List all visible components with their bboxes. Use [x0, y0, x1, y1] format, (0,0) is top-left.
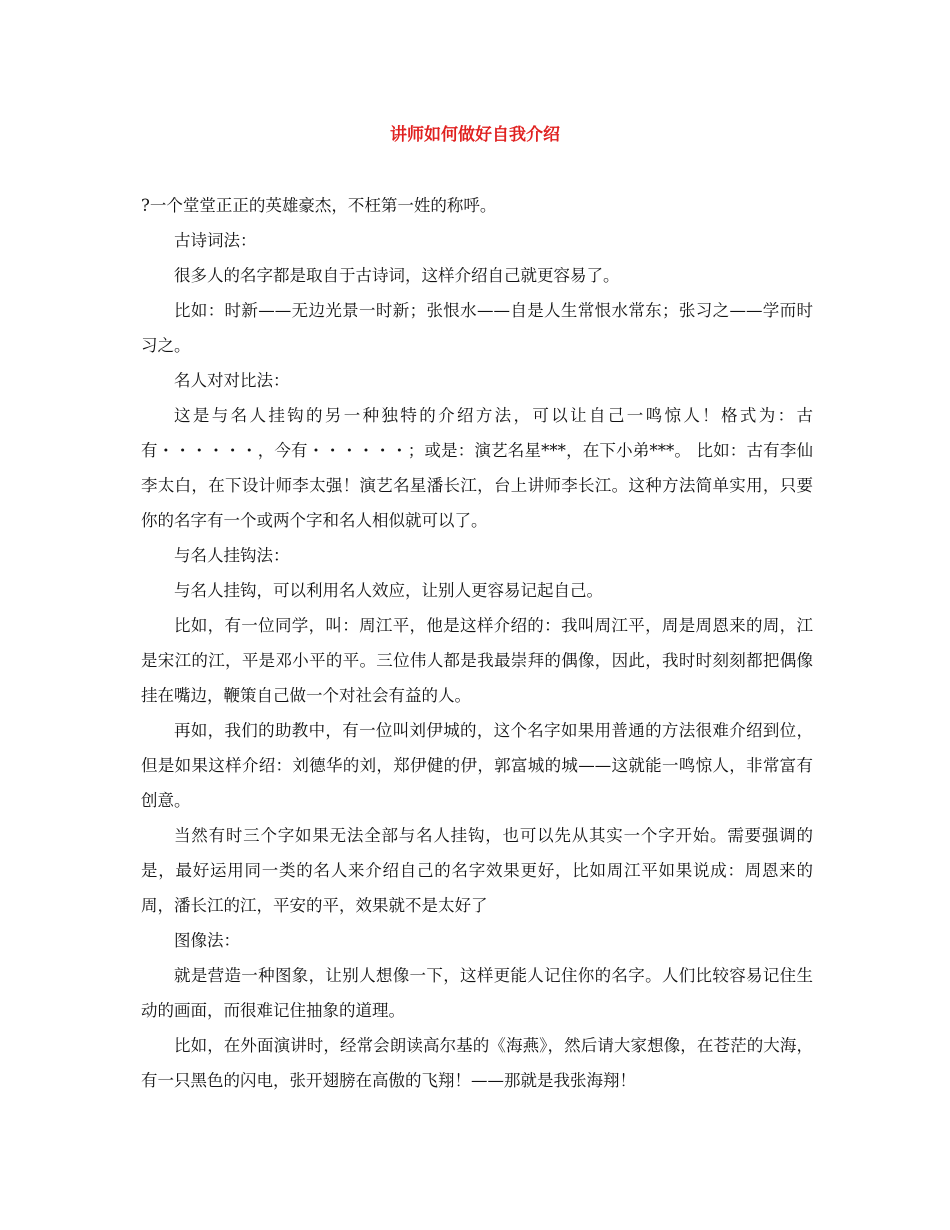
paragraph: 很多人的名字都是取自于古诗词，这样介绍自己就更容易了。 — [174, 266, 620, 285]
section-heading: 古诗词法： — [174, 231, 257, 250]
paragraph: ?一个堂堂正正的英雄豪杰，不枉第一姓的称呼。 — [141, 196, 497, 215]
paragraph: 与名人挂钩，可以利用名人效应，让别人更容易记起自己。 — [174, 581, 603, 600]
paragraph: 当然有时三个字如果无法全部与名人挂钩，也可以先从其实一个字开始。需要强调的是，最好运用同一类的名人来介绍自己的名字效果更好，比如周江平如果说成：周恩来的周，潘长江的江，平安的平，效果就不是太好了 — [141, 826, 813, 915]
section-heading: 名人对对比法： — [174, 371, 290, 390]
document-title: 讲师如何做好自我介绍 — [390, 125, 560, 145]
section-heading: 图像法： — [174, 931, 240, 950]
paragraph: 比如：时新——无边光景一时新；张恨水——自是人生常恨水常东；张习之——学而时习之。 — [141, 301, 813, 355]
document-body — [141, 188, 813, 1098]
paragraph: 就是营造一种图象，让别人想像一下，这样更能人记住你的名字。人们比较容易记住生动的画面，而很难记住抽象的道理。 — [141, 966, 813, 1020]
paragraph: 再如，我们的助教中，有一位叫刘伊城的，这个名字如果用普通的方法很难介绍到位，但是如果这样介绍：刘德华的刘，郑伊健的伊，郭富城的城——这就能一鸣惊人，非常富有创意。 — [141, 721, 813, 810]
paragraph: 比如，在外面演讲时，经常会朗读高尔基的《海燕》，然后请大家想像，在苍茫的大海，有一只黑色的闪电，张开翅膀在高傲的飞翔！——那就是我张海翔！ — [141, 1036, 813, 1090]
section-heading: 与名人挂钩法： — [174, 546, 290, 565]
paragraph: 比如，有一位同学，叫：周江平，他是这样介绍的：我叫周江平，周是周恩来的周，江是宋江的江，平是邓小平的平。三位伟人都是我最崇拜的偶像，因此，我时时刻刻都把偶像挂在嘴边，鞭策自己做一个对社会有益的人。 — [141, 616, 813, 705]
paragraph: 这是与名人挂钩的另一种独特的介绍方法，可以让自己一鸣惊人！格式为：古有・・・・・・，今有・・・・・・；或是：演艺名星***，在下小弟***。 比如：古有李仙李太白，在下设计师李太强！演艺名星潘长江，台上讲师李长江。这种方法简单实用，只要你的名字有一个或两个字和名人相似就可以了。 — [141, 406, 813, 530]
